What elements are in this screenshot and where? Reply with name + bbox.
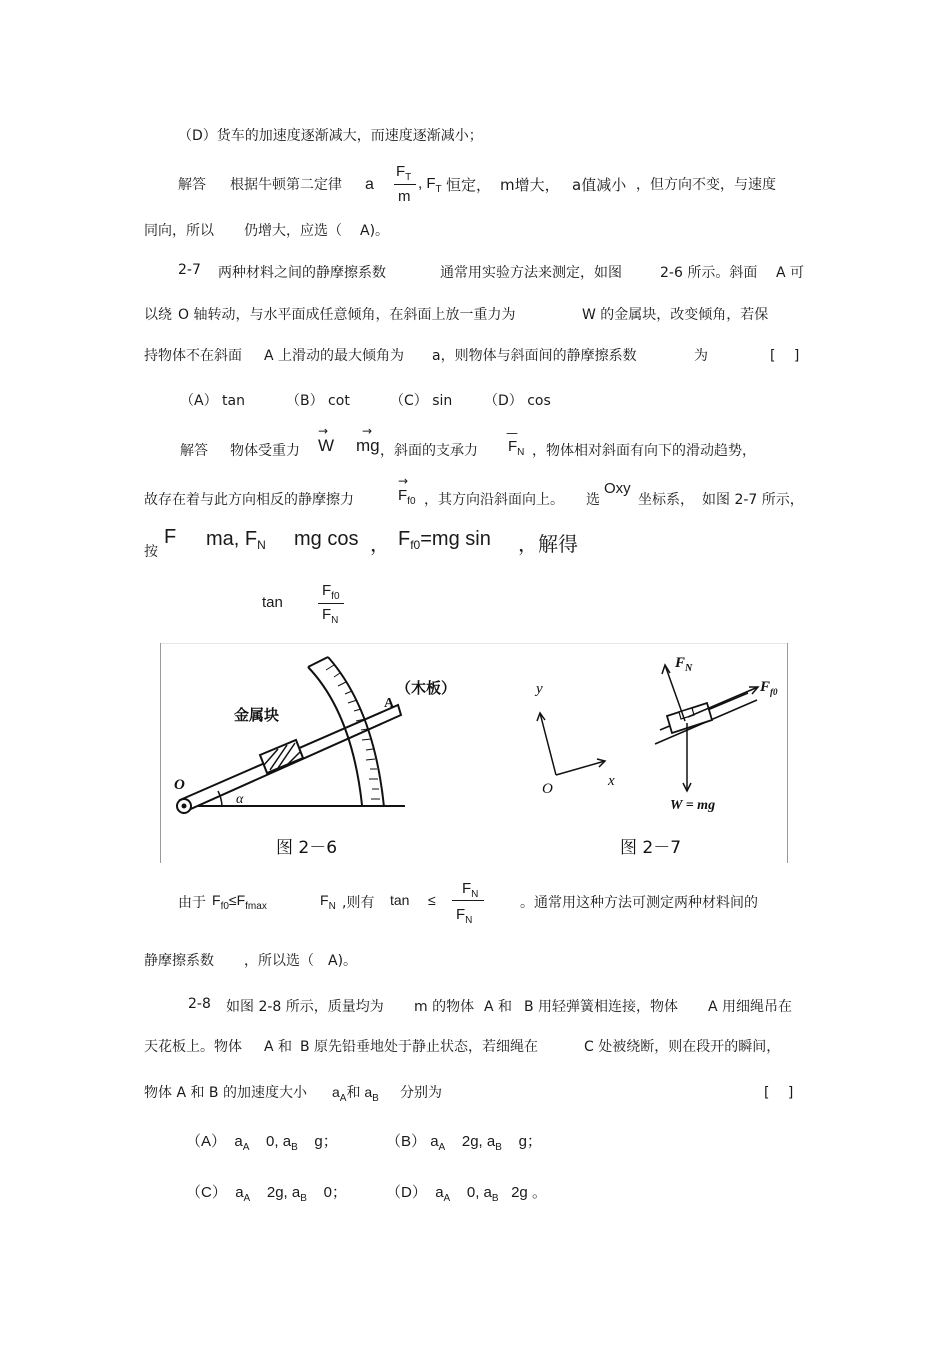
eq-term: $F_{f0}=mg$ sin [398, 528, 491, 552]
question-number: 2-7 [178, 262, 201, 278]
question-text: m 的物体 [414, 999, 475, 1015]
caption-fig-2-7: 图 2－7 [620, 838, 682, 858]
answer-text: A)。 [360, 223, 390, 239]
question-text: W 的金属块，改变倾角，若保 [582, 307, 769, 323]
question-text: 如图 2-8 所示，质量均为 [226, 999, 384, 1015]
label-fn: $F_N$ [675, 655, 693, 674]
frac-numerator: $F_{f0}$ [322, 582, 340, 602]
eq-term: mg cos [294, 528, 359, 550]
answer-text: 根据牛顿第二定律 [230, 177, 342, 193]
vector-arrow: → [398, 474, 409, 488]
answer-text: 故存在着与此方向相反的静摩擦力 [144, 492, 354, 508]
answer-text: 坐标系， [638, 492, 694, 508]
answer-bracket: [ ] [770, 348, 800, 364]
fraction-bar [452, 900, 484, 901]
math-term: $F_{f0}\le F_{fmax}$ [212, 892, 267, 912]
symbol-oxy: Oxy [604, 480, 631, 497]
vector-arrow: → [318, 424, 329, 438]
force-diagram [655, 665, 758, 791]
symbol-mg: mg [356, 436, 380, 455]
question-text: 为 [694, 348, 708, 364]
eq-term: ma, $F_N$ [206, 528, 266, 552]
question-text: A 上滑动的最大倾角为 [264, 348, 405, 364]
option-c: （C） $a_A$ 2g, $a_B$ 0； [186, 1184, 347, 1204]
ft-term: , $F_T$ [418, 175, 442, 195]
question-text: 两种材料之间的静摩擦系数 [218, 265, 386, 281]
answer-text: m增大， [500, 176, 560, 194]
question-text: 分别为 [400, 1085, 442, 1101]
symbol-fn: $F_N$ [508, 438, 525, 458]
frac-denominator: m [398, 188, 411, 205]
figure-svg [160, 643, 788, 863]
vector-arrow: → [362, 424, 373, 438]
answer-text: 仍增大，应选（ [244, 223, 342, 239]
answer-text: ，所以选（ [244, 953, 314, 969]
math-term: $a_A$和 $a_B$ [332, 1084, 379, 1104]
caption-fig-2-6: 图 2－6 [276, 838, 338, 858]
option-d: （D） cos [484, 393, 551, 409]
frac-denominator: $F_N$ [322, 606, 339, 626]
answer-text: 按 [144, 544, 158, 560]
question-number: 2-8 [188, 996, 211, 1012]
answer-text: ，其方向沿斜面向上。 [424, 492, 564, 508]
question-text: 天花板上。物体 [144, 1039, 242, 1055]
question-text: A 可 [776, 265, 805, 281]
label-w: W = mg [670, 798, 716, 813]
vector-arrow: — [506, 426, 518, 440]
question-text: 通常用实验方法来测定，如图 [440, 265, 622, 281]
answer-text: A)。 [328, 953, 358, 969]
answer-bracket: [ ] [764, 1085, 794, 1101]
axes [537, 713, 605, 775]
eq-term: F [164, 526, 177, 548]
answer-label: 解答 [180, 443, 208, 459]
option-d-text: （D）货车的加速度逐渐减大，而速度逐渐减小； [178, 128, 483, 144]
label-a: A [384, 696, 395, 711]
math-term: tan [390, 892, 410, 908]
symbol-a: a [365, 176, 374, 193]
symbol-ff0: $F_{f0}$ [398, 487, 416, 507]
answer-text: 物体受重力 [230, 443, 300, 459]
label-o: O [174, 777, 185, 793]
figure-2-6-2-7 [160, 643, 788, 863]
answer-text: ，物体相对斜面有向下的滑动趋势， [532, 443, 756, 459]
fraction-bar [318, 603, 344, 604]
answer-text: 如图 2-7 所示， [702, 492, 804, 508]
frac-numerator: $F_T$ [396, 163, 412, 183]
answer-text: 选 [586, 492, 600, 508]
label-metal-block: 金属块 [234, 706, 280, 724]
option-a: （A） tan [180, 393, 245, 409]
answer-text: 恒定， [446, 176, 492, 194]
label-y: y [536, 681, 543, 697]
answer-text: 同向，所以 [144, 223, 214, 239]
math-term: $F_N$ [320, 892, 336, 912]
question-text: B 原先铅垂地处于静止状态，若细绳在 [300, 1039, 539, 1055]
question-text: A 用细绳吊在 [708, 999, 793, 1015]
math-term: ≤ [428, 892, 436, 908]
answer-text: 静摩擦系数 [144, 953, 214, 969]
answer-text: ，但方向不变，与速度 [636, 177, 776, 193]
option-b: （B） cot [286, 393, 350, 409]
answer-text: 由于 [178, 895, 206, 911]
answer-text: ,则有 [342, 895, 375, 911]
option-a: （A） $a_A$ 0, $a_B$ g； [186, 1133, 338, 1153]
question-text: a，则物体与斜面间的静摩擦系数 [432, 348, 637, 364]
eq-term: ，解得 [518, 532, 578, 556]
label-x: x [608, 773, 615, 789]
question-text: 持物体不在斜面 [144, 348, 242, 364]
answer-text: ，斜面的支承力 [380, 443, 478, 459]
frac-denominator: $F_N$ [456, 906, 473, 926]
label-ff0: $F_{f0}$ [760, 679, 778, 697]
tan-label: tan [262, 594, 283, 611]
label-alpha: α [236, 792, 244, 807]
question-text: 2-6 所示。斜面 [660, 265, 758, 281]
answer-text: a值减小 [572, 176, 627, 194]
question-text: O 轴转动，与水平面成任意倾角，在斜面上放一重力为 [178, 307, 516, 323]
answer-text: 。通常用这种方法可测定两种材料间的 [520, 895, 758, 911]
option-b: （B） $a_A$ 2g, $a_B$ g； [386, 1133, 542, 1153]
frac-numerator: $F_N$ [462, 880, 479, 900]
question-text: B 用轻弹簧相连接，物体 [524, 999, 679, 1015]
question-text: 以绕 [144, 307, 172, 323]
question-text: A 和 [484, 999, 513, 1015]
fraction-bar [394, 184, 416, 185]
option-c: （C） sin [390, 393, 453, 409]
eq-term: ， [370, 534, 390, 556]
question-text: 物体 A 和 B 的加速度大小 [144, 1085, 307, 1101]
label-board: （木板） [396, 679, 457, 697]
protractor-scale [308, 657, 384, 807]
label-o-axes: O [542, 781, 553, 797]
question-text: C 处被绕断，则在段开的瞬间， [584, 1039, 781, 1055]
answer-label: 解答 [178, 177, 206, 193]
question-text: A 和 [264, 1039, 293, 1055]
symbol-w: W [318, 436, 335, 455]
option-d: （D） $a_A$ 0, $a_B$ 2g 。 [386, 1184, 547, 1204]
